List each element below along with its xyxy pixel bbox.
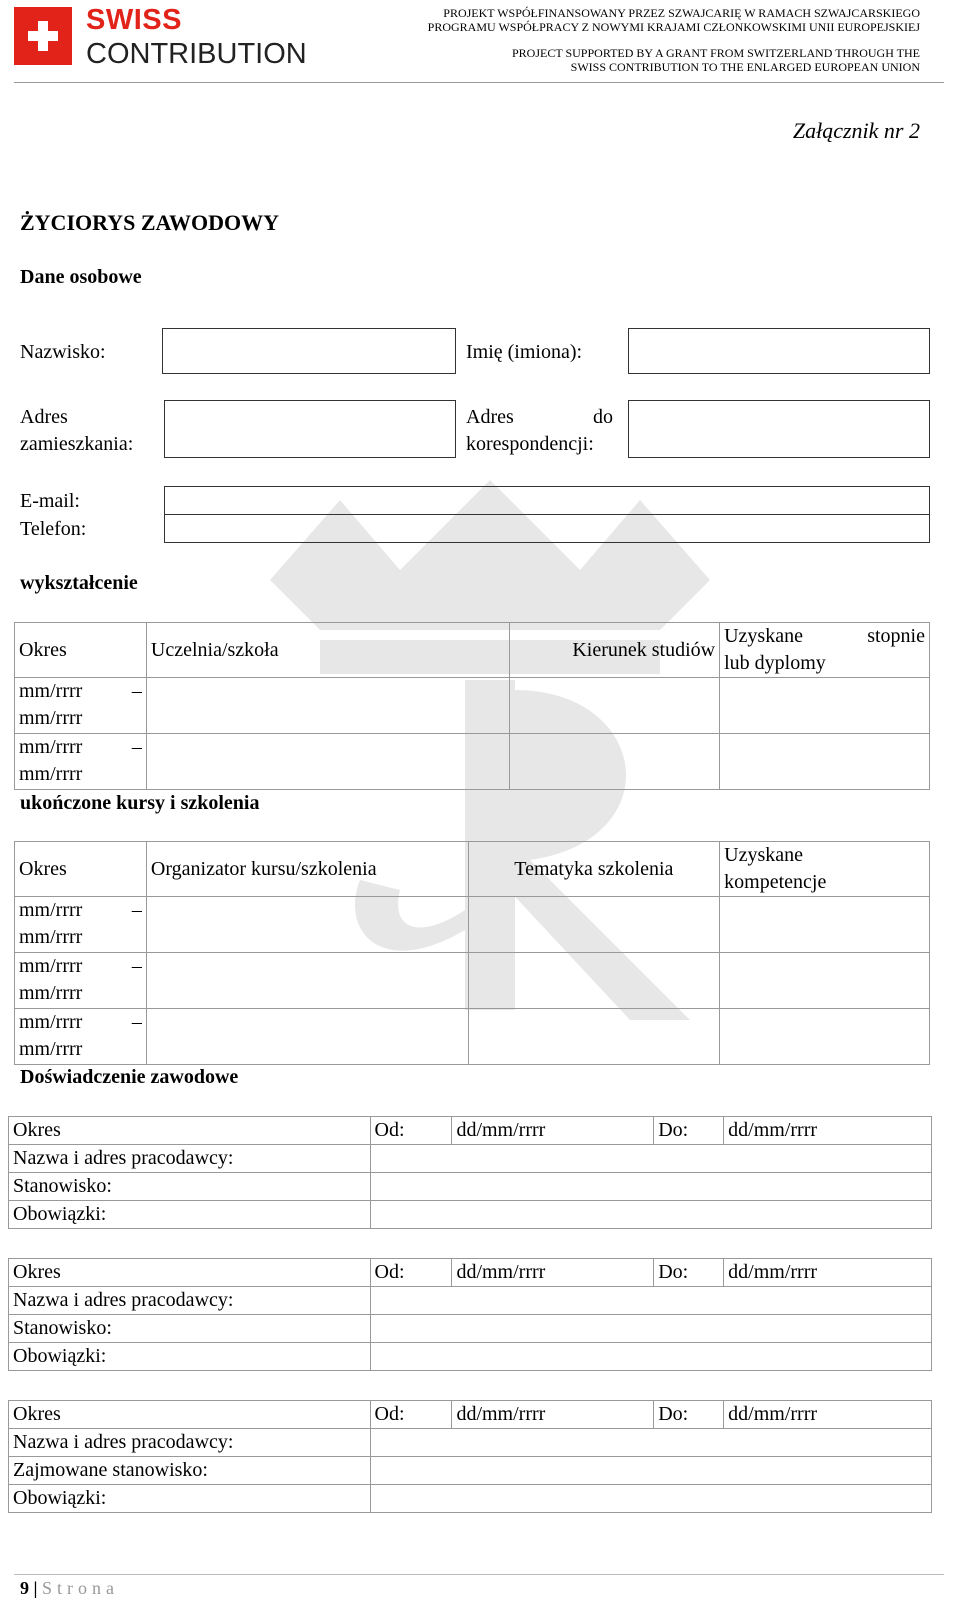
phone-field[interactable]: [164, 514, 930, 543]
exp-from-label: Od:: [370, 1117, 452, 1145]
exp-position-held-label: Zajmowane stanowisko:: [9, 1457, 371, 1485]
annex-label: Załącznik nr 2: [792, 118, 920, 143]
exp-period-label: Okres: [9, 1259, 371, 1287]
exp-employer-label: Nazwa i adres pracodawcy:: [9, 1429, 371, 1457]
education-table: [14, 622, 930, 790]
exp-period-label: Okres: [9, 1117, 371, 1145]
table-row: [15, 953, 930, 1009]
course-org-cell[interactable]: [146, 1009, 468, 1065]
email-label: E-mail:: [20, 490, 80, 512]
header-en-line1: PROJECT SUPPORTED BY A GRANT FROM SWITZERLAND THROUGH THE: [512, 46, 920, 60]
course-period-cell[interactable]: mm/rrrr – mm/rrrr: [15, 1009, 147, 1065]
table-row: [15, 734, 930, 790]
experience-heading: Doświadczenie zawodowe: [20, 1066, 239, 1088]
edu-degree-cell[interactable]: [720, 678, 930, 734]
logo-text-contribution: CONTRIBUTION: [86, 38, 307, 70]
exp-from-label: Od:: [370, 1401, 452, 1429]
corr-label-1b: do: [593, 406, 613, 428]
page-number: 9: [20, 1578, 29, 1598]
edu-col-degree: Uzyskane stopnie lub dyplomy: [720, 623, 930, 678]
edu-period-cell[interactable]: mm/rrrr – mm/rrrr: [15, 678, 147, 734]
exp-position-field[interactable]: [370, 1315, 931, 1343]
course-topic-cell[interactable]: [468, 953, 720, 1009]
edu-field-cell[interactable]: [510, 734, 720, 790]
page-label: Strona: [41, 1578, 119, 1598]
header-pl-line1: PROJEKT WSPÓŁFINANSOWANY PRZEZ SZWAJCARIĘ W RAMACH SZWAJCARSKIEGO: [443, 6, 920, 20]
exp-from-date[interactable]: dd/mm/rrrr: [452, 1259, 654, 1287]
firstname-field[interactable]: [628, 328, 930, 374]
course-col-org: Organizator kursu/szkolenia: [146, 842, 468, 897]
experience-table-2: [8, 1258, 932, 1371]
exp-position-label: Stanowisko:: [9, 1173, 371, 1201]
page-footer: [20, 1578, 119, 1599]
course-competence-cell[interactable]: [720, 897, 930, 953]
exp-to-date[interactable]: dd/mm/rrrr: [724, 1117, 932, 1145]
course-col-topic: Tematyka szkolenia: [468, 842, 720, 897]
address-field[interactable]: [164, 400, 456, 458]
exp-employer-field[interactable]: [370, 1429, 931, 1457]
edu-school-cell[interactable]: [146, 678, 510, 734]
correspondence-field[interactable]: [628, 400, 930, 458]
personal-heading: Dane osobowe: [20, 266, 142, 288]
edu-field-cell[interactable]: [510, 678, 720, 734]
address-label-1: Adres: [20, 406, 68, 428]
exp-to-label: Do:: [654, 1401, 724, 1429]
exp-duties-label: Obowiązki:: [9, 1343, 371, 1371]
courses-heading: ukończone kursy i szkolenia: [20, 792, 263, 815]
exp-duties-field[interactable]: [370, 1201, 931, 1229]
edu-school-cell[interactable]: [146, 734, 510, 790]
table-row: [15, 678, 930, 734]
header-en-line2: SWISS CONTRIBUTION TO THE ENLARGED EUROPEAN UNION: [570, 60, 920, 74]
exp-employer-field[interactable]: [370, 1287, 931, 1315]
exp-from-date[interactable]: dd/mm/rrrr: [452, 1401, 654, 1429]
course-competence-cell[interactable]: [720, 1009, 930, 1065]
exp-position-label: Stanowisko:: [9, 1315, 371, 1343]
exp-to-date[interactable]: dd/mm/rrrr: [724, 1259, 932, 1287]
surname-field[interactable]: [162, 328, 456, 374]
course-topic-cell[interactable]: [468, 897, 720, 953]
edu-col-field: Kierunek studiów: [510, 623, 720, 678]
phone-label: Telefon:: [20, 518, 87, 540]
document-title: ŻYCIORYS ZAWODOWY: [20, 210, 279, 235]
exp-employer-label: Nazwa i adres pracodawcy:: [9, 1145, 371, 1173]
exp-from-date[interactable]: dd/mm/rrrr: [452, 1117, 654, 1145]
exp-to-label: Do:: [654, 1117, 724, 1145]
edu-col-school: Uczelnia/szkoła: [146, 623, 510, 678]
edu-period-cell[interactable]: mm/rrrr – mm/rrrr: [15, 734, 147, 790]
footer-separator: |: [33, 1578, 38, 1598]
course-org-cell[interactable]: [146, 897, 468, 953]
exp-duties-label: Obowiązki:: [9, 1485, 371, 1513]
footer-divider: [14, 1574, 944, 1575]
address-label-2: zamieszkania:: [20, 433, 134, 455]
firstname-label: Imię (imiona):: [466, 341, 583, 363]
exp-duties-field[interactable]: [370, 1343, 931, 1371]
exp-position-field[interactable]: [370, 1173, 931, 1201]
course-period-cell[interactable]: mm/rrrr – mm/rrrr: [15, 897, 147, 953]
header-divider: [14, 82, 944, 83]
experience-table-3: [8, 1400, 932, 1513]
edu-degree-cell[interactable]: [720, 734, 930, 790]
course-competence-cell[interactable]: [720, 953, 930, 1009]
courses-table: [14, 841, 930, 1065]
course-topic-cell[interactable]: [468, 1009, 720, 1065]
exp-position-field[interactable]: [370, 1457, 931, 1485]
corr-label-2: korespondencji:: [466, 433, 594, 455]
edu-col-period: Okres: [15, 623, 147, 678]
header-pl-line2: PROGRAMU WSPÓŁPRACY Z NOWYMI KRAJAMI CZŁONKOWSKIMI UNII EUROPEJSKIEJ: [427, 20, 920, 34]
course-org-cell[interactable]: [146, 953, 468, 1009]
corr-label-1a: Adres: [466, 406, 514, 428]
logo-text-swiss: SWISS: [86, 4, 182, 36]
exp-employer-label: Nazwa i adres pracodawcy:: [9, 1287, 371, 1315]
exp-employer-field[interactable]: [370, 1145, 931, 1173]
course-col-competence: Uzyskane kompetencje: [720, 842, 930, 897]
exp-duties-field[interactable]: [370, 1485, 931, 1513]
email-field[interactable]: [164, 486, 930, 515]
exp-period-label: Okres: [9, 1401, 371, 1429]
exp-from-label: Od:: [370, 1259, 452, 1287]
education-heading: wykształcenie: [20, 572, 138, 594]
table-row: [15, 1009, 930, 1065]
exp-duties-label: Obowiązki:: [9, 1201, 371, 1229]
swiss-cross-logo: [14, 7, 72, 65]
exp-to-date[interactable]: dd/mm/rrrr: [724, 1401, 932, 1429]
experience-table-1: [8, 1116, 932, 1229]
surname-label: Nazwisko:: [20, 341, 106, 363]
course-period-cell[interactable]: mm/rrrr – mm/rrrr: [15, 953, 147, 1009]
course-col-period: Okres: [15, 842, 147, 897]
exp-to-label: Do:: [654, 1259, 724, 1287]
table-row: [15, 897, 930, 953]
